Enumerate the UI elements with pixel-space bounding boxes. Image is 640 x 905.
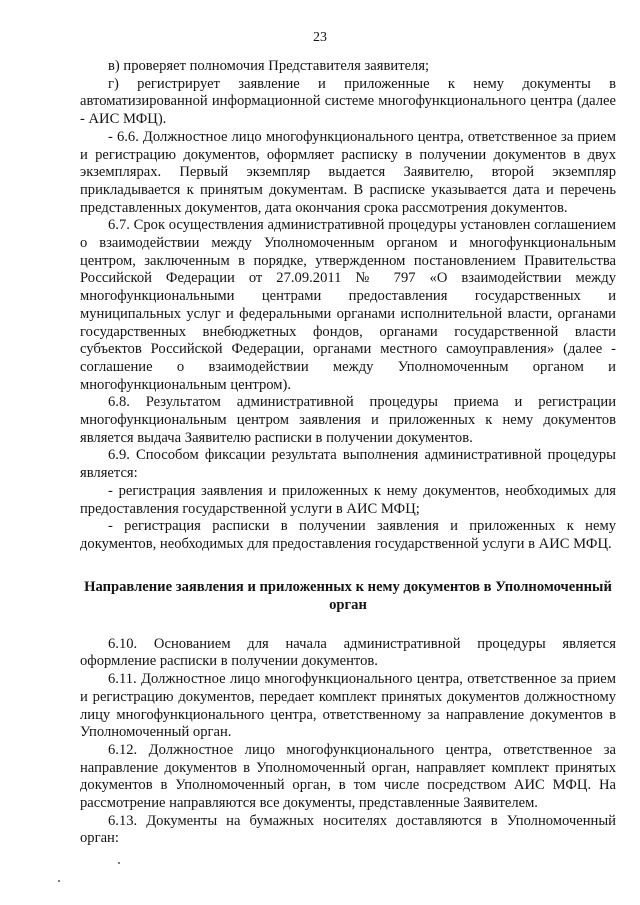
page-number: 23 (313, 30, 327, 45)
paragraph-v: в) проверяет полномочия Представителя заявителя; (108, 58, 430, 74)
paragraph-6-8: 6.8. Результатом административной процедуры приема и регистрации многофункциональным центром заявления и приложенных к нему документов является выдача Заявителю расписки в получении документов. (80, 394, 616, 446)
paragraph-6-10: 6.10. Основанием для начала административной процедуры является оформление расписки в получении документов. (80, 635, 616, 670)
paragraph-6-7: 6.7. Срок осуществления административной процедуры установлен соглашением о взаимодействии между Уполномоченным органом и многофункциональным центром, заключенным в порядке, утвержденном постановлением Правительства Российской Федерации от 27.09.2011 № 797 «О взаимодействии между многофункциональными центрами предоставления государственных и муниципальных услуг и федеральными органами исполнительной власти, органами государственных внебюджетных фондов, органами государственной власти субъектов Российской Федерации, органами местного самоуправления» (далее - соглашение о взаимодействии между Уполномоченным органом и многофункциональным центром). (80, 217, 616, 393)
paragraph-6-9: 6.9. Способом фиксации результата выполнения административной процедуры является: (80, 447, 616, 482)
section-heading: Направление заявления и приложенных к нему документов в Уполномоченный орган (84, 578, 612, 613)
list-item-registration-receipt: - регистрация расписки в получении заявления и приложенных к нему документов, необходимых для предоставления государственной услуги в АИС МФЦ. (80, 518, 616, 552)
scan-speck (58, 880, 60, 882)
paragraph-g: г) регистрирует заявление и приложенные к нему документы в автоматизированной информационной системе многофункционального центра (далее - АИС МФЦ). (80, 75, 616, 128)
paragraph-6-12: 6.12. Должностное лицо многофункционального центра, ответственное за направление документов в Уполномоченный орган, направляет комплект принятых документов в Уполномоченный орган, в том числе посредством АИС МФЦ. На рассмотрение направляются все документы, представленные Заявителем. (80, 741, 616, 812)
document-body (80, 58, 616, 848)
scan-speck (118, 862, 120, 864)
list-item-registration-application: - регистрация заявления и приложенных к нему документов, необходимых для предоставления государственной услуги в АИС МФЦ; (80, 482, 616, 517)
paragraph-6-11: 6.11. Должностное лицо многофункционального центра, ответственное за прием и регистрацию документов, передает комплект принятых документов должностному лицу многофункционального центра, ответственному за направление документов в Уполномоченный орган. (80, 671, 616, 741)
paragraph-6-6: - 6.6. Должностное лицо многофункционального центра, ответственное за прием и регистрацию документов, оформляет расписку в получении документов в двух экземплярах. Первый экземпляр выдается Заявителю, второй экземпляр прикладывается к принятым документам. В расписке указывается дата и перечень представленных документов, дата окончания срока рассмотрения документов. (80, 128, 616, 216)
paragraph-6-13: 6.13. Документы на бумажных носителях доставляются в Уполномоченный орган: (80, 812, 616, 847)
